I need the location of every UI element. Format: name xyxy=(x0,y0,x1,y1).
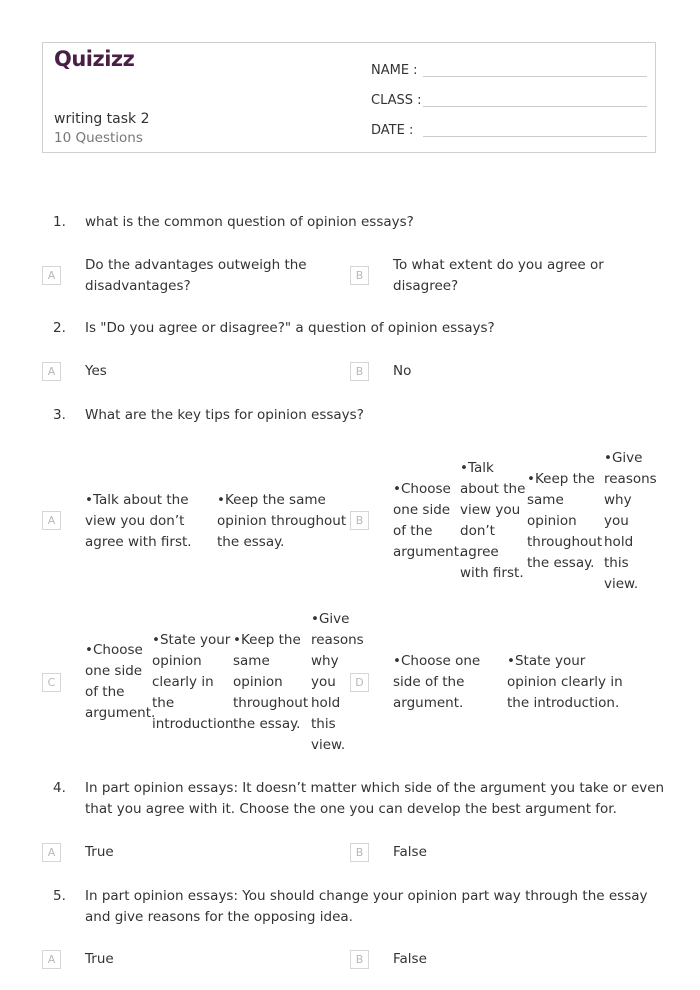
question-number: 2. xyxy=(53,320,66,336)
option-b-cells[interactable] xyxy=(393,446,660,596)
question-text: In part opinion essays: It doesn’t matter which side of the argument you take or even that you agree with it. Choose the one you can develop the best argument for. xyxy=(85,780,665,817)
question-text: Is "Do you agree or disagree?" a question of opinion essays? xyxy=(85,320,495,336)
date-field[interactable] xyxy=(371,120,413,140)
option-cell: •Keep the same opinion throughout the essay. xyxy=(233,631,309,732)
class-field[interactable] xyxy=(371,90,422,110)
name-label: NAME : xyxy=(371,63,418,78)
option-letter-a[interactable]: A xyxy=(42,511,61,530)
option-a-text[interactable]: True xyxy=(85,844,114,860)
option-cell: •State your opinion clearly in the introduction. xyxy=(507,652,623,711)
option-cell: •Choose one side of the argument. xyxy=(393,652,481,711)
option-letter-d[interactable]: D xyxy=(350,673,369,692)
option-letter-a[interactable]: A xyxy=(42,266,61,285)
option-cell: •State your opinion clearly in the introduction. xyxy=(152,631,238,732)
question-number: 1. xyxy=(53,214,66,230)
option-c-cells[interactable] xyxy=(85,607,365,757)
option-letter-a[interactable]: A xyxy=(42,843,61,862)
option-cell: •Give reasons why you hold this view. xyxy=(604,449,657,592)
worksheet-header xyxy=(42,42,656,153)
question-number: 3. xyxy=(53,407,66,423)
question-text: what is the common question of opinion essays? xyxy=(85,214,414,230)
option-cell: •Keep the same opinion throughout the essay. xyxy=(217,491,347,550)
option-cell: •Talk about the view you don’t agree with first. xyxy=(460,460,526,581)
option-letter-b[interactable]: B xyxy=(350,511,369,530)
question-number: 4. xyxy=(53,780,66,796)
option-cell: •Talk about the view you don’t agree with first. xyxy=(85,491,192,550)
date-line xyxy=(423,136,647,137)
quizizz-logo: Quizizz xyxy=(54,47,135,71)
option-letter-b[interactable]: B xyxy=(350,266,369,285)
option-a-text[interactable]: Yes xyxy=(85,363,107,379)
option-cell: •Choose one side of the argument. xyxy=(393,481,464,560)
date-label: DATE : xyxy=(371,123,414,138)
class-line xyxy=(423,106,647,107)
option-a-text[interactable]: True xyxy=(85,951,114,967)
option-b-text[interactable]: False xyxy=(393,844,427,860)
option-a-text[interactable]: Do the advantages outweigh the disadvantages? xyxy=(85,257,307,294)
option-letter-a[interactable]: A xyxy=(42,950,61,969)
option-letter-b[interactable]: B xyxy=(350,362,369,381)
option-cell: •Give reasons why you hold this view. xyxy=(311,610,364,753)
question-count: 10 Questions xyxy=(54,130,143,146)
option-cell: •Choose one side of the argument. xyxy=(85,642,156,721)
question-text: What are the key tips for opinion essays? xyxy=(85,407,364,423)
option-b-text[interactable]: False xyxy=(393,951,427,967)
option-letter-a[interactable]: A xyxy=(42,362,61,381)
option-b-text[interactable]: To what extent do you agree or disagree? xyxy=(393,257,604,294)
option-cell: •Keep the same opinion throughout the essay. xyxy=(527,470,603,571)
question-number: 5. xyxy=(53,888,66,904)
worksheet-title: writing task 2 xyxy=(54,111,150,127)
option-letter-b[interactable]: B xyxy=(350,843,369,862)
option-d-cells[interactable] xyxy=(393,607,637,757)
name-line xyxy=(423,76,647,77)
option-letter-b[interactable]: B xyxy=(350,950,369,969)
option-b-text[interactable]: No xyxy=(393,363,412,379)
option-a-cells[interactable] xyxy=(85,446,349,596)
class-label: CLASS : xyxy=(371,93,422,108)
option-letter-c[interactable]: C xyxy=(42,673,61,692)
name-field[interactable] xyxy=(371,60,418,80)
question-text: In part opinion essays: You should change your opinion part way through the essay and give reasons for the opposing idea. xyxy=(85,888,648,925)
